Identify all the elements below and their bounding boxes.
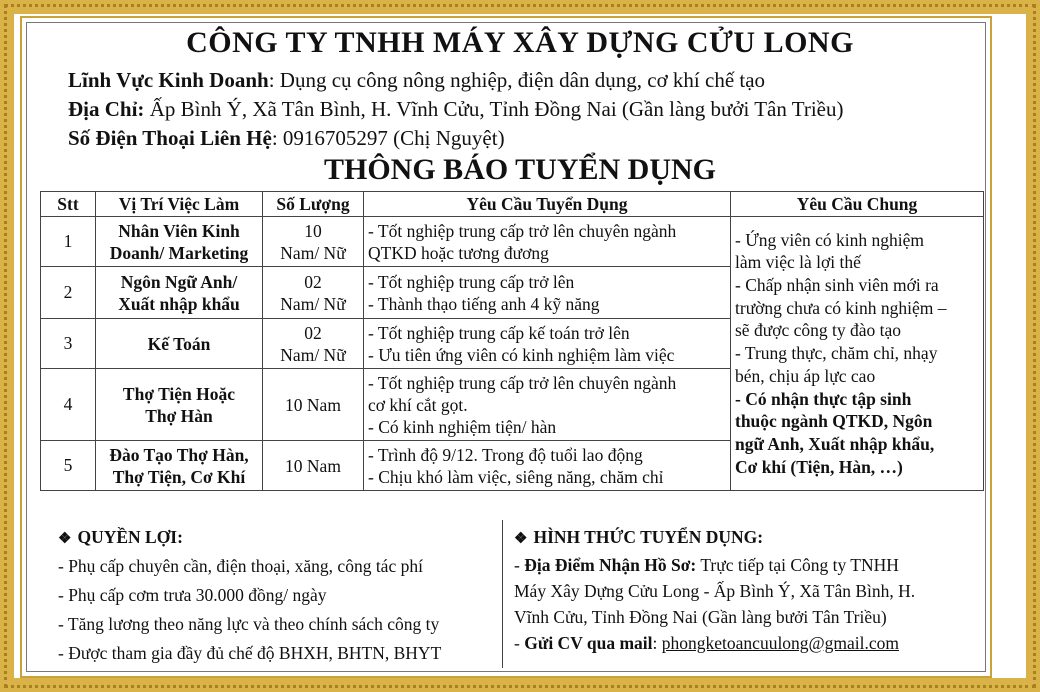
quantity-line: Nam/ Nữ	[280, 242, 346, 263]
general-line: trường chưa có kinh nghiệm –	[735, 297, 947, 318]
position-line: Xuất nhập khẩu	[118, 293, 240, 314]
requirement-line: - Ưu tiên ứng viên có kinh nghiệm làm việc	[368, 344, 675, 365]
row-requirements	[364, 319, 731, 369]
row-stt: 5	[41, 441, 96, 491]
business-field-value: : Dụng cụ công nông nghiệp, điện dân dụng, cơ khí chế tạo	[268, 68, 766, 92]
business-field	[68, 68, 765, 93]
quantity-line: 10	[304, 220, 322, 241]
requirement-line: - Trình độ 9/12. Trong độ tuổi lao động	[368, 444, 643, 465]
diamond-bullet-icon: ❖	[514, 531, 528, 547]
requirement-line: - Chịu khó làm việc, siêng năng, chăm chỉ	[368, 466, 664, 487]
requirement-line: cơ khí cắt gọt.	[368, 394, 468, 415]
application-section	[514, 527, 915, 656]
position-line: Thợ Tiện Hoặc	[122, 383, 236, 404]
application-title-text: HÌNH THỨC TUYỂN DỤNG:	[533, 527, 764, 547]
table-header-row	[41, 192, 984, 217]
position-line: Doanh/ Marketing	[109, 242, 249, 263]
company-name: CÔNG TY TNHH MÁY XÂY DỰNG CỬU LONG	[186, 26, 854, 59]
row-stt: 2	[41, 267, 96, 319]
phone-value: : 0916705297 (Chị Nguyệt)	[271, 126, 505, 150]
position-line: Kế Toán	[147, 333, 211, 354]
general-line: - Trung thực, chăm chỉ, nhạy	[735, 343, 938, 364]
quantity-line: Nam/ Nữ	[280, 293, 346, 314]
row-quantity	[263, 267, 364, 319]
row-position	[96, 319, 263, 369]
phone	[68, 126, 505, 151]
row-position	[96, 441, 263, 491]
row-quantity	[263, 369, 364, 441]
row-quantity	[263, 319, 364, 369]
application-place-line: Máy Xây Dựng Cửu Long - Ấp Bình Ý, Xã Tân Bình, H.	[514, 581, 916, 601]
general-bold-line: thuộc ngành QTKD, Ngôn	[735, 411, 933, 432]
row-position	[96, 267, 263, 319]
position-line: Ngôn Ngữ Anh/	[120, 271, 238, 292]
cv-email-link[interactable]: phongketoancuulong@gmail.com	[661, 633, 900, 653]
row-stt: 3	[41, 319, 96, 369]
requirement-line: - Thành thạo tiếng anh 4 kỹ năng	[368, 293, 600, 314]
business-field-label: Lĩnh Vực Kinh Doanh	[68, 68, 269, 92]
diamond-bullet-icon: ❖	[58, 531, 72, 547]
requirement-line: - Có kinh nghiệm tiện/ hàn	[368, 416, 557, 437]
requirement-line: QTKD hoặc tương đương	[368, 242, 549, 263]
row-position	[96, 217, 263, 267]
page-title: THÔNG BÁO TUYỂN DỤNG	[324, 153, 716, 186]
place-label: Địa Điểm Nhận Hồ Sơ:	[524, 555, 697, 575]
row-requirements	[364, 369, 731, 441]
quantity-line: 02	[304, 322, 322, 343]
benefits-title	[58, 527, 441, 548]
row-position	[96, 369, 263, 441]
place-value: Trực tiếp tại Công ty TNHH	[696, 555, 899, 575]
cv-separator: :	[652, 633, 662, 653]
row-quantity	[263, 441, 364, 491]
general-bold-line: Cơ khí (Tiện, Hàn, …)	[735, 456, 903, 477]
position-line: Thợ Hàn	[145, 405, 213, 426]
address-label: Địa Chỉ:	[68, 97, 145, 121]
position-line: Thợ Tiện, Cơ Khí	[112, 466, 246, 487]
quantity-line: 10 Nam	[285, 394, 341, 415]
position-line: Nhân Viên Kinh	[118, 220, 240, 241]
cv-label: Gửi CV qua mail	[524, 633, 653, 653]
row-requirements	[364, 267, 731, 319]
quantity-line: Nam/ Nữ	[280, 344, 346, 365]
benefit-item: - Tăng lương theo năng lực và theo chính sách công ty	[58, 614, 440, 634]
position-line: Đào Tạo Thợ Hàn,	[109, 444, 249, 465]
general-bold-line: - Có nhận thực tập sinh	[735, 388, 912, 409]
application-place-line: Vĩnh Cửu, Tỉnh Đồng Nai (Gần làng bưởi Tân Triều)	[514, 607, 887, 627]
header-quantity: Số Lượng	[263, 192, 364, 217]
address-value: Ấp Bình Ý, Xã Tân Bình, H. Vĩnh Cửu, Tỉnh Đồng Nai (Gần làng bưởi Tân Triều)	[144, 97, 844, 121]
row-stt: 1	[41, 217, 96, 267]
general-line: bén, chịu áp lực cao	[735, 365, 876, 386]
general-line: làm việc là lợi thế	[735, 252, 861, 273]
row-requirements	[364, 217, 731, 267]
row-requirements	[364, 441, 731, 491]
general-requirements	[731, 217, 984, 491]
jobs-table	[40, 191, 984, 491]
row-stt: 4	[41, 369, 96, 441]
requirement-line: - Tốt nghiệp trung cấp trở lên	[368, 271, 575, 292]
requirement-line: - Tốt nghiệp trung cấp kế toán trở lên	[368, 322, 630, 343]
general-bold-line: ngữ Anh, Xuất nhập khẩu,	[735, 433, 935, 454]
header-general: Yêu Cầu Chung	[731, 192, 984, 217]
benefit-item: - Phụ cấp chuyên cần, điện thoại, xăng, công tác phí	[58, 556, 423, 576]
general-line: sẽ được công ty đào tạo	[735, 320, 901, 341]
table-row	[41, 217, 984, 267]
application-place: - Địa Điểm Nhận Hồ Sơ: Trực tiếp tại Công ty TNHH	[514, 555, 899, 575]
quantity-line: 02	[304, 271, 322, 292]
quantity-line: 10 Nam	[285, 455, 341, 476]
address	[68, 97, 843, 122]
benefit-item: - Được tham gia đầy đủ chế độ BHXH, BHTN, BHYT	[58, 643, 442, 663]
benefits-section	[58, 527, 441, 668]
general-line: - Chấp nhận sinh viên mới ra	[735, 275, 939, 296]
requirement-line: - Tốt nghiệp trung cấp trở lên chuyên ngành	[368, 372, 677, 393]
header-requirements: Yêu Cầu Tuyển Dụng	[364, 192, 731, 217]
application-cv: - Gửi CV qua mail: phongketoancuulong@gmail.com	[514, 633, 900, 653]
benefits-title-text: QUYỀN LỢI:	[77, 527, 183, 547]
phone-label: Số Điện Thoại Liên Hệ	[68, 126, 272, 150]
row-quantity	[263, 217, 364, 267]
section-divider	[502, 520, 503, 668]
header-position: Vị Trí Việc Làm	[96, 192, 263, 217]
requirement-line: - Tốt nghiệp trung cấp trở lên chuyên ngành	[368, 220, 677, 241]
benefit-item: - Phụ cấp cơm trưa 30.000 đồng/ ngày	[58, 585, 327, 605]
general-line: - Ứng viên có kinh nghiệm	[735, 229, 925, 250]
application-title	[514, 527, 915, 548]
header-stt: Stt	[41, 192, 96, 217]
